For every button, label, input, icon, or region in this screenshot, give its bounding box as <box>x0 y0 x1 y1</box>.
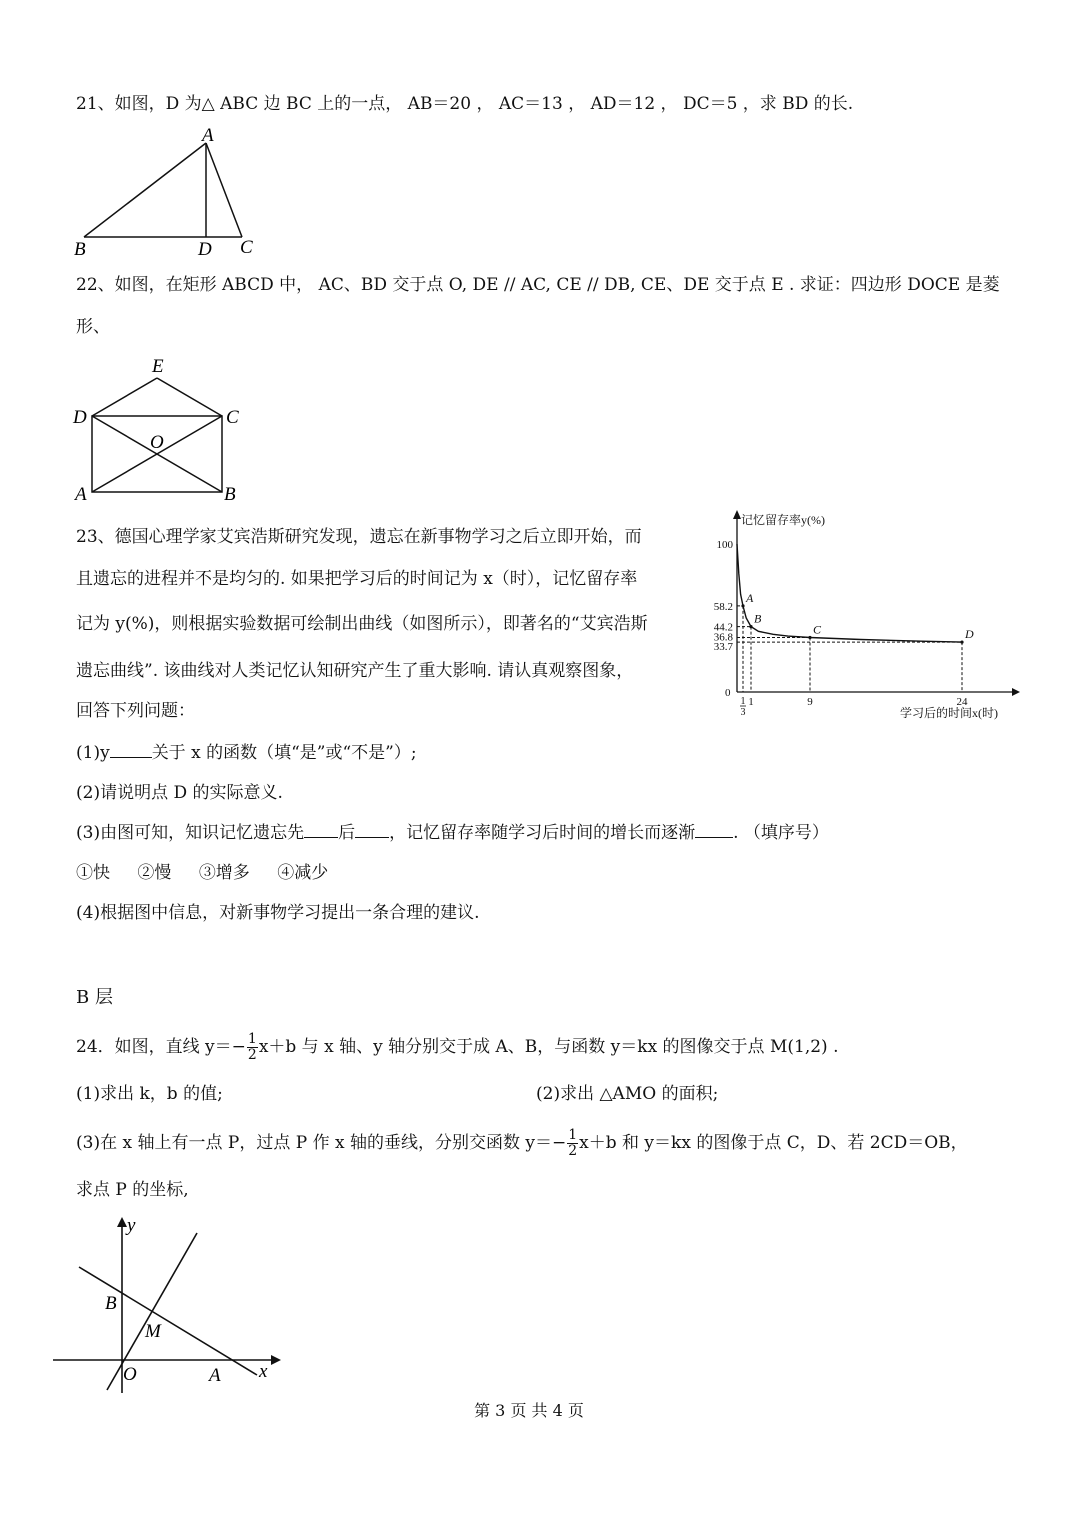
section-b-heading: B 层 <box>76 987 113 1008</box>
q24-sub1: (1)求出 k，b 的值; <box>76 1084 223 1104</box>
x-axis-label: 学习后的时间x(时) <box>900 706 998 720</box>
q21-label-D: D <box>198 239 212 260</box>
q22-label-C: C <box>226 407 239 428</box>
q23-line: 23、德国心理学家艾宾浩斯研究发现，遗忘在新事物学习之后立即开始，而 <box>76 527 642 547</box>
data-point <box>808 636 811 639</box>
y-tick-label: 100 <box>716 539 733 551</box>
y-tick-label: 58.2 <box>713 600 733 613</box>
q24-fraction <box>567 1128 578 1159</box>
q23-line: 遗忘曲线”. 该曲线对人类记忆认知研究产生了重大影响. 请认真观察图象， <box>76 661 634 681</box>
q23-option: ④减少 <box>277 863 329 883</box>
q23-line: 回答下列问题： <box>76 701 195 721</box>
q23-sub2: (2)请说明点 D 的实际意义. <box>76 783 283 803</box>
q23-option: ②慢 <box>137 863 172 883</box>
q23-line: 且遗忘的进程并不是均匀的. 如果把学习后的时间记为 x（时），记忆留存率 <box>76 569 638 589</box>
q24-sub2: (2)求出 △AMO 的面积; <box>536 1084 719 1104</box>
q24-coordinate-figure <box>45 1215 285 1395</box>
page-footer: 第 3 页 共 4 页 <box>474 1401 584 1420</box>
q24-intro <box>76 1030 838 1064</box>
fraction-numerator: 1 <box>247 1031 257 1047</box>
q22-label-A: A <box>75 484 87 505</box>
q23-line: 记为 y(%)，则根据实验数据可绘制出曲线（如图所示），即著名的“艾宾浩斯 <box>76 614 648 634</box>
y-axis-arrow <box>733 510 741 519</box>
q23-sub1-suffix: 关于 x 的函数（填“是”或“不是”）; <box>151 743 417 763</box>
q21-label-A: A <box>202 125 214 146</box>
origin-label: 0 <box>725 687 731 699</box>
q24-fraction <box>247 1032 258 1063</box>
y-tick-label: 33.7 <box>713 641 733 654</box>
q22-line1: 22、如图，在矩形 ABCD 中， AC、BD 交于点 O, DE // AC, CE // DB, CE、DE 交于点 E . 求证：四边形 DOCE 是菱 <box>76 275 1000 295</box>
data-point <box>741 604 744 607</box>
point-label: A <box>746 590 754 605</box>
q23-option: ③增多 <box>198 863 250 883</box>
x-tick-label: 3 <box>740 707 746 718</box>
q22-label-B: B <box>224 484 236 505</box>
answer-blank <box>304 821 338 838</box>
q24-sub3-part: x＋b 和 y＝kx 的图像于点 C，D、若 2CD＝OB， <box>579 1133 968 1153</box>
q23-sub4: (4)根据图中信息，对新事物学习提出一条合理的建议. <box>76 903 480 923</box>
q22-label-E: E <box>152 356 164 377</box>
data-point <box>749 625 752 628</box>
q24-sub3-line2: 求点 P 的坐标, <box>76 1180 189 1200</box>
q24-label-B: B <box>105 1293 117 1314</box>
q24-sub3-part: (3)在 x 轴上有一点 P，过点 P 作 x 轴的垂线，分别交函数 y＝− <box>76 1133 567 1153</box>
fraction-numerator: 1 <box>568 1127 578 1143</box>
q24-label-A: A <box>209 1365 221 1386</box>
q21-label-B: B <box>74 239 86 260</box>
q23-sub3-part: . （填序号） <box>733 823 829 843</box>
q24-label-x: x <box>259 1361 268 1382</box>
q23-sub3-part: 后 <box>338 823 356 843</box>
y-axis-label: 记忆留存率y(%) <box>741 513 825 527</box>
q21-triangle-figure <box>70 125 270 260</box>
q23-sub3-part: (3)由图可知，知识记忆遗忘先 <box>76 823 305 843</box>
q23-sub3 <box>76 821 829 845</box>
x-tick-label: 24 <box>956 696 968 708</box>
forgetting-curve <box>737 544 962 642</box>
x-tick-label: 1 <box>748 696 754 708</box>
q24-label-M: M <box>145 1321 161 1342</box>
q22-label-O: O <box>150 432 164 453</box>
answer-blank <box>695 821 733 838</box>
point-label: D <box>965 627 974 642</box>
x-tick-label: 9 <box>807 696 813 708</box>
data-point <box>960 641 963 644</box>
q23-sub3-part: ，记忆留存率随学习后时间的增长而逐渐 <box>389 823 696 843</box>
answer-blank <box>110 741 152 758</box>
point-label: C <box>813 622 822 637</box>
q23-option: ①快 <box>76 863 110 883</box>
q24-label-y: y <box>127 1215 136 1236</box>
q21-label-C: C <box>240 237 253 258</box>
q22-rectangle-figure <box>70 350 260 505</box>
q23-options <box>76 861 328 885</box>
q22-label-D: D <box>73 407 87 428</box>
q24-intro-part: x＋b 与 x 轴、y 轴分别交于成 A、B，与函数 y＝kx 的图像交于点 M(1,2) . <box>258 1037 839 1057</box>
x-axis-arrow <box>1012 688 1020 696</box>
point-label: B <box>754 611 762 626</box>
q24-sub3 <box>76 1126 968 1160</box>
fraction-denominator: 2 <box>247 1047 257 1063</box>
q23-sub1-prefix: (1)y <box>76 743 110 763</box>
answer-blank <box>355 821 389 838</box>
q21-text: 21、如图，D 为△ ABC 边 BC 上的一点， AB＝20 ， AC＝13 ， AD＝12 ， DC＝5 ，求 BD 的长. <box>76 94 854 114</box>
q24-label-O: O <box>123 1364 137 1385</box>
fraction-denominator: 2 <box>568 1143 578 1159</box>
q22-line2: 形、 <box>76 317 110 337</box>
y-tick-label: 36.8 <box>713 631 733 644</box>
y-tick-label: 44.2 <box>713 621 733 634</box>
forgetting-curve-chart <box>700 505 1040 730</box>
q23-sub1 <box>76 741 417 765</box>
x-tick-label: 1 <box>740 696 746 707</box>
q24-intro-part: 24．如图，直线 y＝− <box>76 1037 246 1057</box>
